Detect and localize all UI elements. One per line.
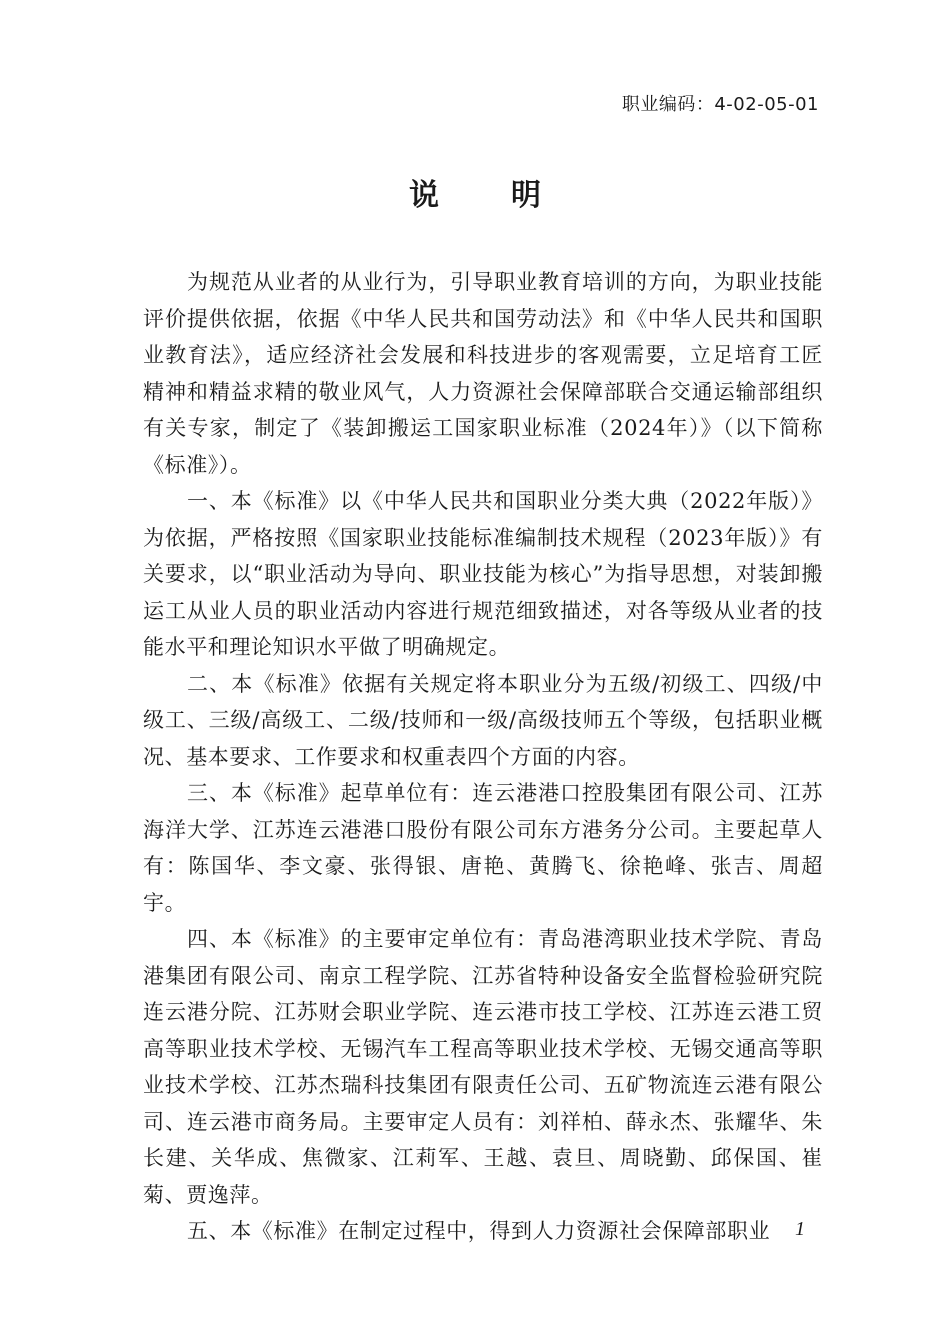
- paragraph-item-5: 五、本《标准》在制定过程中，得到人力资源社会保障部职业: [187, 1219, 771, 1243]
- paragraph-item-2: 二、本《标准》依据有关规定将本职业分为五级/初级工、四级/中级工、三级/高级工、二级/技师和一级/高级技师五个等级，包括职业概况、基本要求、工作要求和权重表四个方面的内容。: [143, 671, 823, 769]
- paragraph-intro: 为规范从业者的从业行为，引导职业教育培训的方向，为职业技能评价提供依据，依据《中华人民共和国劳动法》和《中华人民共和国职业教育法》，适应经济社会发展和科技进步的客观需要，立足培育工匠精神和精益求精的敬业风气，人力资源社会保障部联合交通运输部组织有关专家，制定了《装卸搬运工国家职业标准（2024年）》（以下简称《标准》）。: [143, 270, 823, 477]
- paragraph-item-3: 三、本《标准》起草单位有：连云港港口控股集团有限公司、江苏海洋大学、江苏连云港港口股份有限公司东方港务分公司。主要起草人有：陈国华、李文豪、张得银、唐艳、黄腾飞、徐艳峰、张吉、周超宇。: [143, 781, 823, 915]
- paragraph-item-1: 一、本《标准》以《中华人民共和国职业分类大典（2022年版）》为依据，严格按照《国家职业技能标准编制技术规程（2023年版）》有关要求，以“职业活动为导向、职业技能为核心”为指导思想，对装卸搬运工从业人员的职业活动内容进行规范细致描述，对各等级从业者的技能水平和理论知识水平做了明确规定。: [143, 489, 823, 659]
- page-title: 说明: [409, 178, 613, 213]
- document-body: [143, 264, 823, 1250]
- occupation-code: 职业编码：4-02-05-01: [621, 94, 819, 115]
- page-number: 1: [795, 1218, 805, 1240]
- paragraph-item-4: 四、本《标准》的主要审定单位有：青岛港湾职业技术学院、青岛港集团有限公司、南京工程学院、江苏省特种设备安全监督检验研究院连云港分院、江苏财会职业学院、连云港市技工学校、江苏连云港工贸高等职业技术学校、无锡汽车工程高等职业技术学校、无锡交通高等职业技术学校、江苏杰瑞科技集团有限责任公司、五矿物流连云港有限公司、连云港市商务局。主要审定人员有：刘祥柏、薛永杰、张耀华、朱长建、关华成、焦微家、江莉军、王越、袁旦、周晓勤、邱保国、崔菊、贾逸萍。: [143, 927, 823, 1207]
